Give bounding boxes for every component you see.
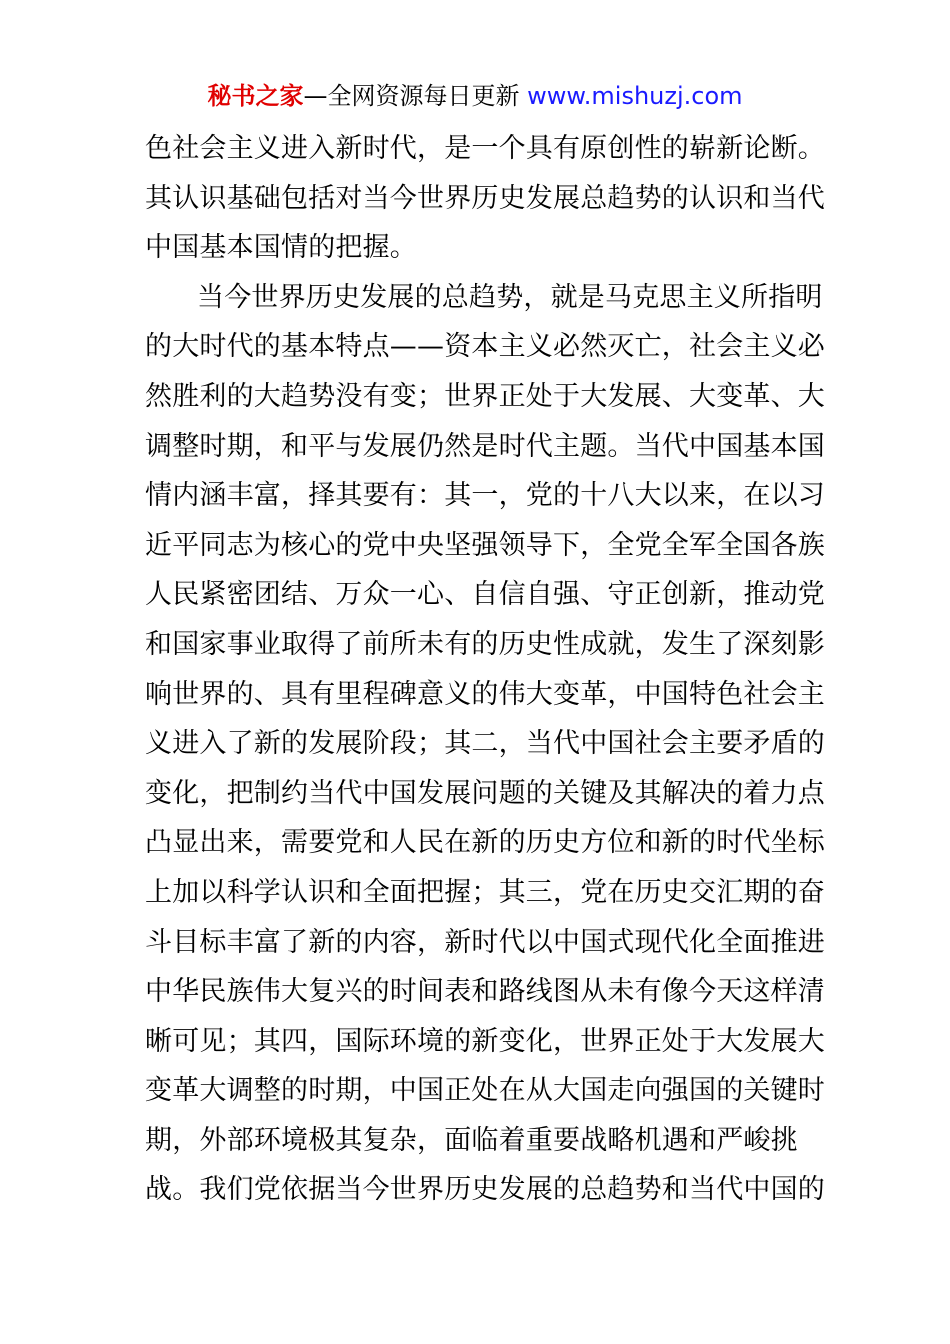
text-line: 的大时代的基本特点——资本主义必然灭亡，社会主义必 [145, 331, 825, 363]
text-line: 变化，把制约当代中国发展问题的关键及其解决的着力点 [145, 777, 825, 809]
text-line: 中华民族伟大复兴的时间表和路线图从未有像今天这样清 [145, 976, 825, 1008]
text-line: 变革大调整的时期，中国正处在从大国走向强国的关键时 [145, 1075, 825, 1107]
text-line: 情内涵丰富，择其要有：其一，党的十八大以来，在以习 [145, 480, 825, 512]
page-header [0, 80, 950, 112]
text-line: 其认识基础包括对当今世界历史发展总趋势的认识和当代 [145, 182, 825, 214]
site-url-link[interactable]: www.mishuzj.com [527, 82, 743, 110]
text-line: 中国基本国情的把握。 [145, 232, 417, 264]
text-line: 期，外部环境极其复杂，面临着重要战略机遇和严峻挑 [145, 1124, 798, 1156]
text-line: 战。我们党依据当今世界历史发展的总趋势和当代中国的 [145, 1174, 825, 1206]
text-line: 近平同志为核心的党中央坚强领导下，全党全军全国各族 [145, 529, 825, 561]
header-tagline: —全网资源每日更新 [303, 82, 528, 110]
text-line: 和国家事业取得了前所未有的历史性成就，发生了深刻影 [145, 628, 825, 660]
text-line: 人民紧密团结、万众一心、自信自强、守正创新，推动党 [145, 579, 825, 611]
text-line: 义进入了新的发展阶段；其二，当代中国社会主要矛盾的 [145, 728, 825, 760]
text-line: 然胜利的大趋势没有变；世界正处于大发展、大变革、大 [145, 380, 825, 412]
text-line: 响世界的、具有里程碑意义的伟大变革，中国特色社会主 [145, 678, 825, 710]
text-line: 晰可见；其四，国际环境的新变化，世界正处于大发展大 [145, 1025, 825, 1057]
text-line: 色社会主义进入新时代，是一个具有原创性的崭新论断。 [145, 133, 825, 164]
brand-name: 秘书之家 [207, 82, 304, 110]
text-line: 斗目标丰富了新的内容，新时代以中国式现代化全面推进 [145, 926, 825, 958]
text-line: 凸显出来，需要党和人民在新的历史方位和新的时代坐标 [145, 827, 825, 859]
document-body [145, 124, 845, 1215]
text-line: 上加以科学认识和全面把握；其三，党在历史交汇期的奋 [145, 876, 825, 908]
text-line: 调整时期，和平与发展仍然是时代主题。当代中国基本国 [145, 430, 825, 462]
text-line: 当今世界历史发展的总趋势，就是马克思主义所指明 [197, 281, 823, 313]
